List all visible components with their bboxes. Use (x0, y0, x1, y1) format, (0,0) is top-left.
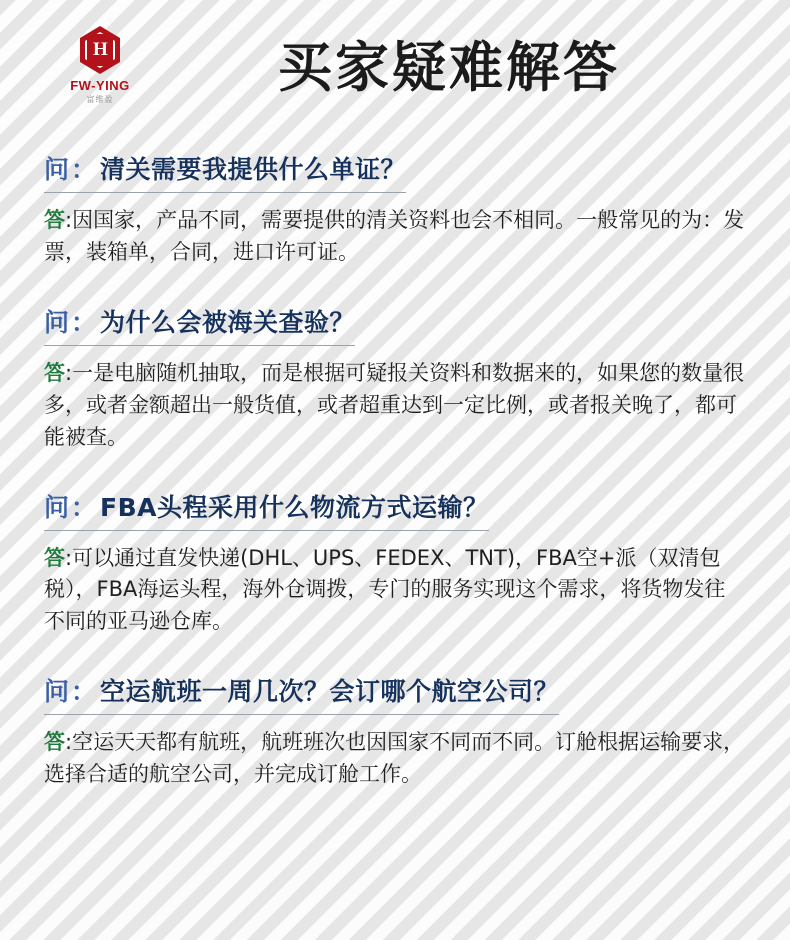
faq-item (44, 303, 746, 454)
logo-wordmark: FW-YING (70, 78, 130, 93)
question-text: FBA头程采用什么物流方式运输？ (100, 492, 489, 522)
answer-text: :可以通过直发快递(DHL、UPS、FEDEX、TNT)，FBA空+派（双清包税），FBA海运头程，海外仓调拨，专门的服务实现这个需求，将货物发往不同的亚马逊仓库。 (44, 545, 726, 634)
faq-question-row (44, 150, 406, 193)
page-title: 买家疑难解答 (278, 35, 620, 99)
faq-list (0, 114, 790, 791)
question-label: 问 (44, 307, 70, 337)
answer-label: 答 (44, 730, 65, 755)
question-colon: ： (71, 493, 97, 522)
faq-question-row (44, 303, 355, 346)
question-label: 问 (44, 492, 70, 522)
faq-item (44, 150, 746, 269)
faq-item (44, 488, 746, 639)
faq-item (44, 672, 746, 791)
logo-hexagon-icon (71, 26, 129, 76)
question-colon: ： (71, 678, 97, 707)
answer-label: 答 (44, 545, 65, 570)
answer-text: :因国家，产品不同，需要提供的清关资料也会不相同。一般常见的为：发票，装箱单，合同，进口许可证。 (44, 208, 745, 264)
question-label: 问 (44, 677, 70, 707)
page-header (0, 0, 790, 114)
brand-logo (52, 26, 148, 104)
faq-answer-row (44, 205, 746, 269)
question-label: 问 (44, 155, 70, 184)
question-colon: ： (71, 308, 97, 337)
faq-answer-row (44, 543, 746, 639)
question-text: 清关需要我提供什么单证？ (100, 155, 407, 184)
question-text: 为什么会被海关查验？ (100, 307, 356, 337)
faq-question-row (44, 488, 489, 531)
answer-text: :空运天天都有航班，航班班次也因国家不同而不同。订舱根据运输要求，选择合适的航空公司，并完成订舱工作。 (44, 730, 745, 787)
logo-subtext: 富维盈 (86, 95, 114, 104)
faq-question-row (44, 672, 559, 715)
faq-answer-row (44, 358, 746, 454)
question-text: 空运航班一周几次？会订哪个航空公司？ (100, 677, 560, 707)
answer-label: 答 (44, 208, 65, 232)
question-colon: ： (71, 156, 97, 184)
logo-letter: H (93, 39, 108, 60)
faq-answer-row (44, 727, 746, 791)
answer-label: 答 (44, 360, 65, 385)
answer-text: :一是电脑随机抽取，而是根据可疑报关资料和数据来的，如果您的数量很多，或者金额超出一般货值，或者超重达到一定比例，或者报关晚了，都可能被查。 (44, 360, 745, 449)
